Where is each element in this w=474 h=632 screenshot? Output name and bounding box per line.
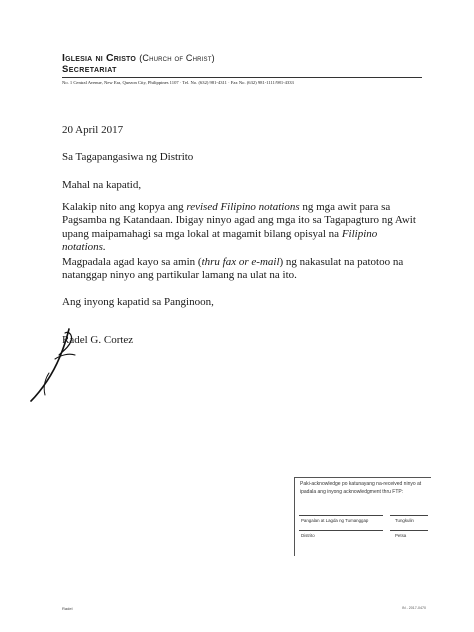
text-run: Magpadala agad kayo sa amin (: [62, 256, 202, 268]
district-label: Distrito: [301, 533, 315, 538]
acknowledgment-box: [294, 477, 431, 556]
footer-initials: Radel: [62, 606, 73, 611]
district-line: [299, 530, 383, 531]
italic-phrase: thru fax or e-mail: [201, 256, 280, 268]
department-name: Secretariat: [62, 64, 117, 75]
letter-addressee: Sa Tagapangasiwa ng Distrito: [62, 151, 194, 163]
footer-reference: IN - 2017-0470: [402, 606, 426, 610]
letterhead: [62, 52, 422, 86]
body-paragraph-1: [62, 201, 422, 255]
letterhead-address: No. 1 Central Avenue, New Era, Quezon City, Philippines 1107 · Tel. No. (632) 981-4311 · Fax No. (632) 981-1111/981-4333: [62, 77, 422, 86]
text-run: ) ng nakasulat na patotoo na natanggap ninyo ang partikular lamang na ulat na ito.: [62, 256, 404, 282]
text-run: ng mga awit para sa Pagsamba ng Katandaan. Ibigay ninyo agad ang mga ito sa Tagapagturo ng Awit upang maipamahagi sa mga lokal at magamit bilang opisyal na: [62, 201, 416, 240]
name-signature-line: [299, 515, 383, 516]
position-label: Tungkulin: [395, 518, 414, 523]
org-name-sub: (Church of Christ): [139, 53, 215, 63]
italic-phrase: Filipino notations.: [62, 227, 378, 254]
letter-salutation: Mahal na kapatid,: [62, 179, 142, 191]
org-name-line: [62, 52, 422, 64]
handwritten-signature: [25, 325, 95, 403]
signer-name: Radel G. Cortez: [62, 334, 134, 346]
date-line: [390, 530, 428, 531]
body-paragraph-2: [62, 256, 422, 283]
position-line: [390, 515, 428, 516]
text-run: Kalakip nito ang kopya ang: [62, 201, 187, 213]
name-signature-label: Pangalan at Lagda ng Tumanggap: [301, 518, 369, 523]
acknowledgment-instructions: Paki-acknowledge po katunayang na-received ninyo at ipadala ang inyong acknowledgment thru FTP:: [300, 481, 422, 495]
letter-date: 20 April 2017: [62, 124, 124, 136]
letter-closing: Ang inyong kapatid sa Panginoon,: [62, 296, 214, 308]
date-label: Petsa: [395, 533, 407, 538]
italic-phrase: revised Filipino notations: [186, 201, 300, 213]
org-name: Iglesia ni Cristo: [62, 52, 137, 64]
